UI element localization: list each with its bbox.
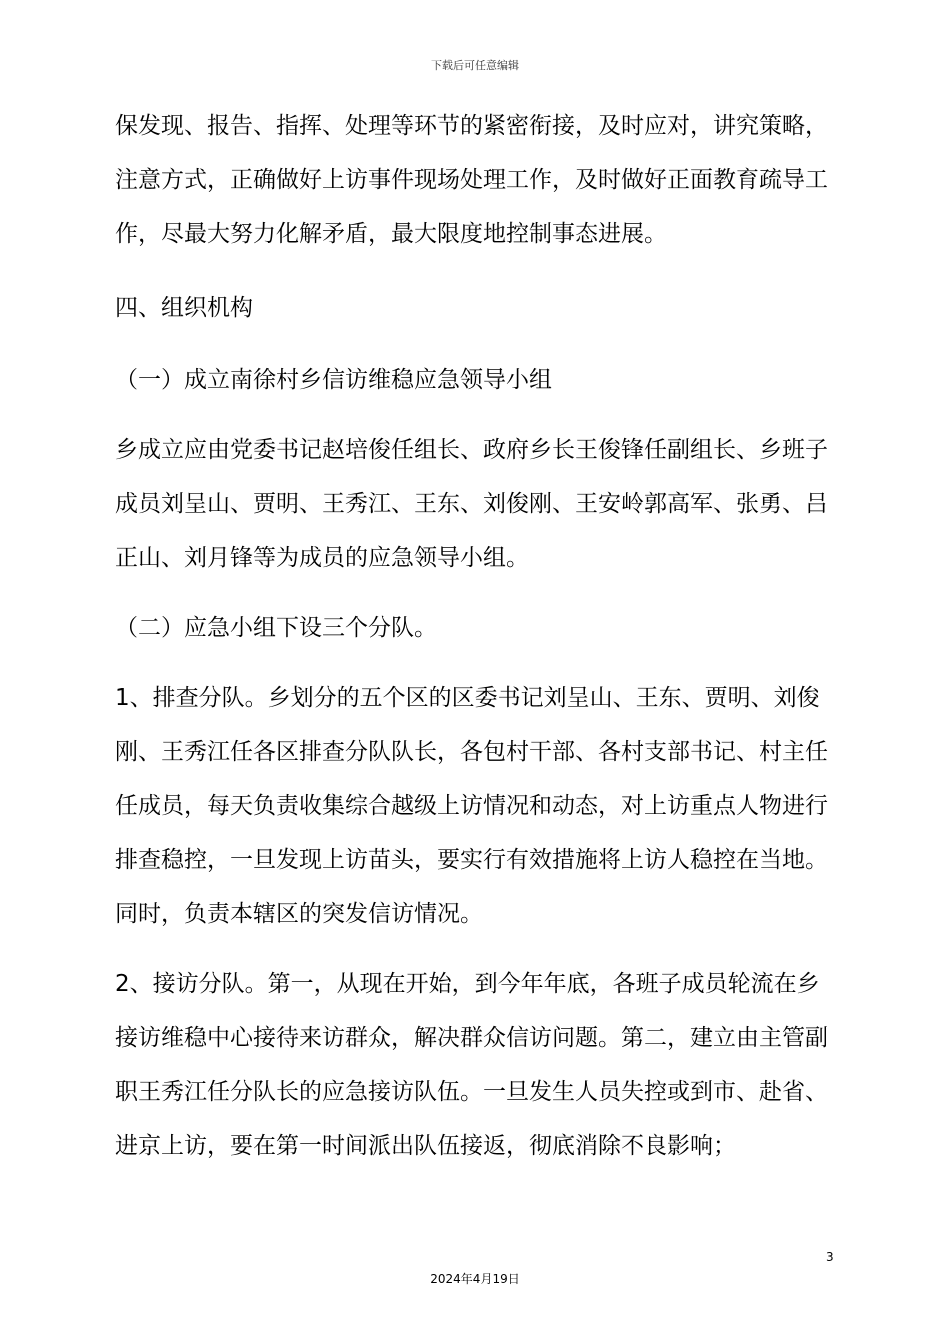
section-heading: 四、组织机构: [115, 295, 253, 321]
paragraph-line: 乡成立应由党委书记赵培俊任组长、政府乡长王俊锋任副组长、乡班子: [115, 437, 828, 463]
paragraph-line: 保发现、报告、指挥、处理等环节的紧密衔接，及时应对，讲究策略，: [115, 113, 828, 139]
paragraph-line: 成员刘呈山、贾明、王秀江、王东、刘俊刚、王安岭郭高军、张勇、吕: [115, 491, 828, 517]
paragraph-line: 1、排查分队。乡划分的五个区的区委书记刘呈山、王东、贾明、刘俊: [115, 685, 820, 711]
page-number: 3: [826, 1250, 834, 1264]
paragraph-line: 进京上访，要在第一时间派出队伍接返，彻底消除不良影响；: [115, 1133, 736, 1159]
subsection-heading: （一）成立南徐村乡信访维稳应急领导小组: [115, 367, 552, 393]
paragraph-line: 刚、王秀江任各区排查分队队长，各包村干部、各村支部书记、村主任: [115, 739, 828, 765]
paragraph-line: 任成员，每天负责收集综合越级上访情况和动态，对上访重点人物进行: [115, 793, 828, 819]
paragraph-line: 作，尽最大努力化解矛盾，最大限度地控制事态进展。: [115, 221, 667, 247]
subsection-heading: （二）应急小组下设三个分队。: [115, 615, 437, 641]
header-note: 下载后可任意编辑: [431, 59, 519, 72]
paragraph-line: 注意方式，正确做好上访事件现场处理工作，及时做好正面教育疏导工: [115, 167, 828, 193]
paragraph-line: 正山、刘月锋等为成员的应急领导小组。: [115, 545, 529, 571]
paragraph-line: 接访维稳中心接待来访群众，解决群众信访问题。第二，建立由主管副: [115, 1025, 828, 1051]
paragraph-line: 同时，负责本辖区的突发信访情况。: [115, 901, 483, 927]
paragraph-line: 职王秀江任分队长的应急接访队伍。一旦发生人员失控或到市、赴省、: [115, 1079, 828, 1105]
footer-date: 2024年4月19日: [430, 1272, 520, 1286]
paragraph-line: 排查稳控，一旦发现上访苗头，要实行有效措施将上访人稳控在当地。: [115, 847, 828, 873]
paragraph-line: 2、接访分队。第一，从现在开始，到今年年底，各班子成员轮流在乡: [115, 971, 820, 997]
